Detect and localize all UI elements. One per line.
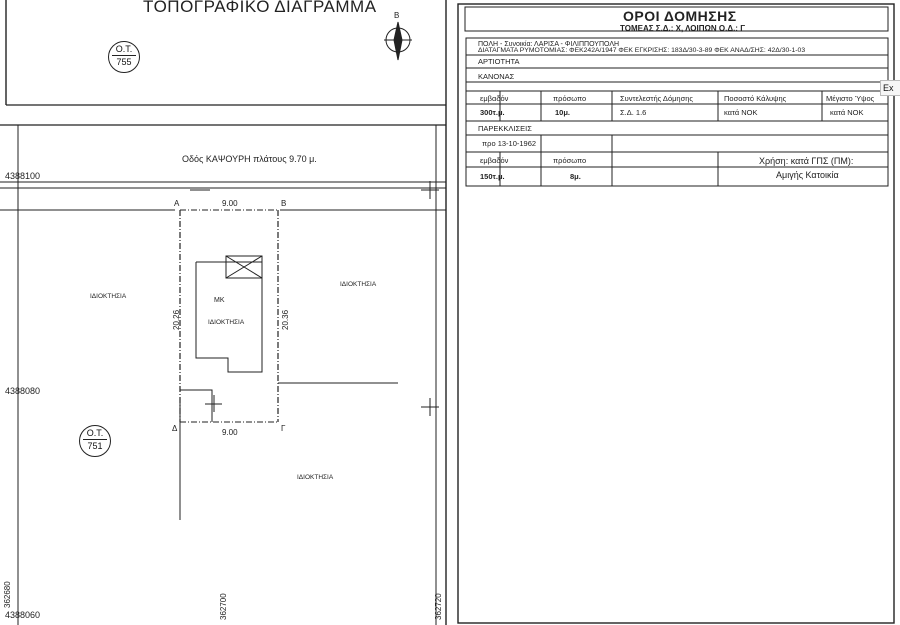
idioktisia-right: ΙΔΙΟΚΤΗΣΙΑ xyxy=(340,281,377,288)
dim-right: 20.36 xyxy=(281,309,290,330)
artiotita-label: ΑΡΤΙΟΤΗΤΑ xyxy=(478,57,520,66)
north-label: Β xyxy=(394,11,400,20)
coord-y-4388100: 4388100 xyxy=(5,171,41,181)
val-emvadon: 300τ.μ. xyxy=(480,108,505,117)
exc-head-prosopo: πρόσωπο xyxy=(553,156,587,165)
coord-x-362720: 362720 xyxy=(434,593,443,620)
ot-badge-751 xyxy=(79,425,111,457)
corner-b: Β xyxy=(281,199,287,208)
coord-x-362700: 362700 xyxy=(219,593,228,620)
val-ypsos: κατά ΝΟΚ xyxy=(830,108,864,117)
dim-top: 9.00 xyxy=(222,199,238,208)
parekkliseis-label: ΠΑΡΕΚΚΛΙΣΕΙΣ xyxy=(478,124,532,133)
head-prosopo: πρόσωπο xyxy=(553,94,587,103)
ot-number: 755 xyxy=(112,55,136,67)
idioktisia-bottom: ΙΔΙΟΚΤΗΣΙΑ xyxy=(297,474,334,481)
exc-head-emvadon: εμβαδόν xyxy=(480,156,509,165)
side-tab[interactable]: Ex xyxy=(880,80,900,96)
city-line: ΠΟΛΗ - Συνοικία: ΛΑΡΙΣΑ - ΦΙΛΙΠΠΟΥΠΟΛΗ xyxy=(478,41,620,48)
ot-label: Ο.Τ. xyxy=(115,44,133,54)
idioktisia-left: ΙΔΙΟΚΤΗΣΙΑ xyxy=(90,293,127,300)
dim-left: 20.26 xyxy=(172,309,181,330)
mk-label: ΜΚ xyxy=(214,297,225,304)
coord-x-362680: 362680 xyxy=(3,581,12,608)
val-syntelestis: Σ.Δ. 1.6 xyxy=(620,108,647,117)
kanonas-label: ΚΑΝΟΝΑΣ xyxy=(478,72,515,81)
ot-number: 751 xyxy=(83,439,107,451)
exc-val-emvadon: 150τ.μ. xyxy=(480,172,505,181)
corner-g: Γ xyxy=(281,424,286,433)
drawing-title: ΤΟΠΟΓΡΑΦΙΚΟ ΔΙΑΓΡΑΜΜΑ xyxy=(143,0,377,16)
sector-subtitle: ΤΟΜΕΑΣ Σ.Δ.: Χ, ΛΟΙΠΩΝ Ο.Δ.: Γ xyxy=(620,24,746,33)
head-syntelestis: Συντελεστής Δόμησης xyxy=(620,94,694,103)
corner-d: Δ xyxy=(172,424,178,433)
dim-bottom: 9.00 xyxy=(222,428,238,437)
val-prosopo: 10μ. xyxy=(555,108,571,117)
north-arrow-icon xyxy=(386,28,410,52)
val-pososto: κατά ΝΟΚ xyxy=(724,108,758,117)
street-label: Οδός ΚΑΨΟΥΡΗ πλάτους 9.70 μ. xyxy=(182,154,317,164)
ot-label: Ο.Τ. xyxy=(86,428,104,438)
coord-y-4388060: 4388060 xyxy=(5,610,41,620)
idioktisia-lot: ΙΔΙΟΚΤΗΣΙΑ xyxy=(208,319,245,326)
head-ypsos: Μέγιστο Ύψος xyxy=(826,94,875,103)
corner-a: Α xyxy=(174,199,180,208)
xrisi-value: Αμιγής Κατοικία xyxy=(776,170,839,180)
plans-line: ΔΙΑΤΑΓΜΑΤΑ ΡΥΜΟΤΟΜΙΑΣ: ΦΕΚ242Α/1947 ΦΕΚ ΕΓΚΡΙΣΗΣ: 183Δ/30-3-89 ΦΕΚ ΑΝΑΔ/ΣΗΣ: 42Δ/30-1-03 xyxy=(478,47,806,54)
exc-val-prosopo: 8μ. xyxy=(570,172,581,181)
pro-date-label: προ 13-10-1962 xyxy=(482,139,537,148)
head-pososto: Ποσοστό Κάλυψης xyxy=(724,94,787,103)
head-emvadon: εμβαδόν xyxy=(480,94,509,103)
coord-y-4388080: 4388080 xyxy=(5,386,41,396)
ot-badge-755 xyxy=(108,41,140,73)
building-terms-title: ΟΡΟΙ ΔΟΜΗΣΗΣ xyxy=(623,8,737,24)
xrisi-label: Χρήση: κατά ΓΠΣ (ΠΜ): xyxy=(759,156,854,166)
